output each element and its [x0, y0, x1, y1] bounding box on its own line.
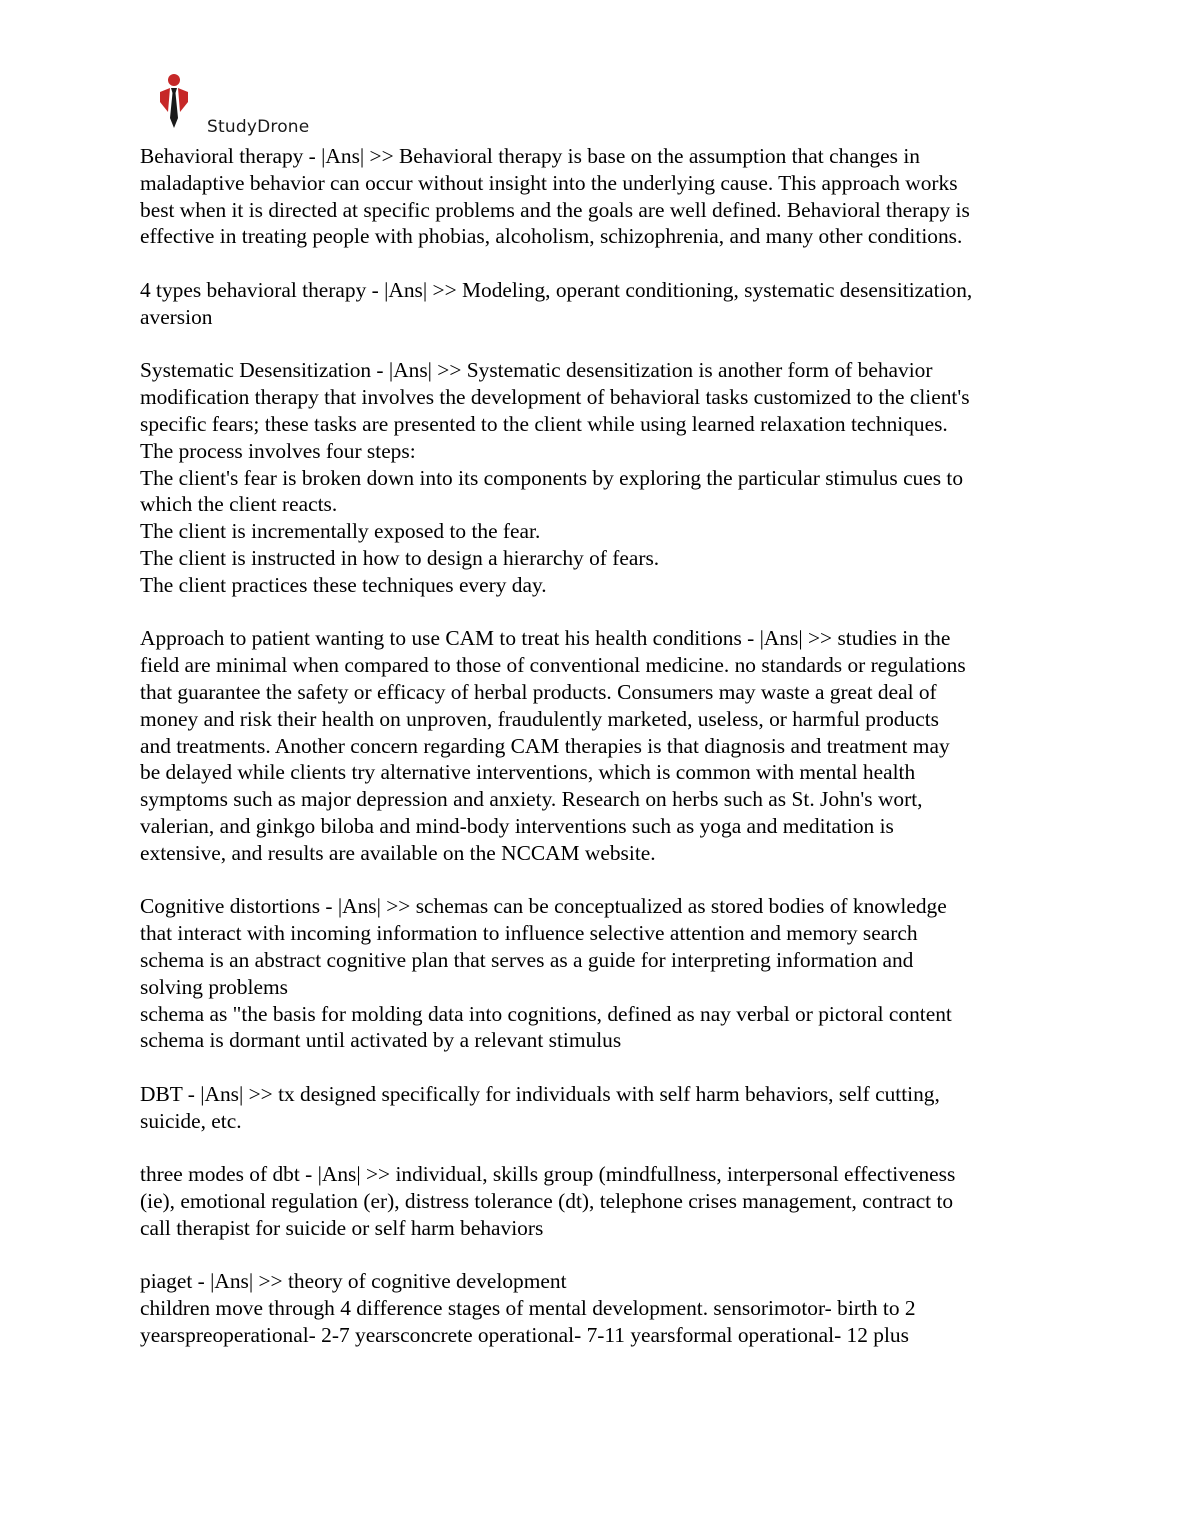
text-line: The client practices these techniques every day. — [140, 572, 547, 597]
text-line: that guarantee the safety or efficacy of herbal products. Consumers may waste a great deal of — [140, 679, 937, 704]
text-line: money and risk their health on unproven, fraudulently marketed, useless, or harmful products — [140, 706, 939, 731]
text-line: DBT - |Ans| >> tx designed specifically for individuals with self harm behaviors, self cutting, — [140, 1081, 940, 1106]
text-line: that interact with incoming information to influence selective attention and memory search — [140, 921, 918, 946]
text-line: three modes of dbt - |Ans| >> individual, skills group (mindfullness, interpersonal effectiveness — [140, 1162, 956, 1187]
text-line: Cognitive distortions - |Ans| >> schemas can be conceptualized as stored bodies of knowledge — [140, 894, 947, 919]
text-line: extensive, and results are available on the NCCAM website. — [140, 840, 656, 865]
paragraph-gap — [140, 331, 1060, 358]
text-line: Approach to patient wanting to use CAM to treat his health conditions - |Ans| >> studies in the — [140, 626, 951, 651]
text-line: be delayed while clients try alternative interventions, which is common with mental health — [140, 760, 916, 785]
text-line: The client is instructed in how to design a hierarchy of fears. — [140, 545, 660, 570]
text-line: schema as "the basis for molding data into cognitions, defined as nay verbal or pictoral content — [140, 1001, 952, 1026]
text-line: symptoms such as major depression and anxiety. Research on herbs such as St. John's wort, — [140, 787, 923, 812]
text-line: best when it is directed at specific problems and the goals are well defined. Behavioral therapy is — [140, 197, 970, 222]
text-line: field are minimal when compared to those of conventional medicine. no standards or regulations — [140, 653, 966, 678]
paragraph-gap — [140, 1134, 1060, 1161]
paragraph-gap — [140, 599, 1060, 626]
necktie-person-icon — [154, 72, 194, 132]
text-line: which the client reacts. — [140, 492, 338, 517]
text-line: and treatments. Another concern regarding CAM therapies is that diagnosis and treatment may — [140, 733, 950, 758]
text-line: maladaptive behavior can occur without insight into the underlying cause. This approach works — [140, 170, 958, 195]
text-line: call therapist for suicide or self harm behaviors — [140, 1215, 544, 1240]
text-line: schema is an abstract cognitive plan that serves as a guide for interpreting information and — [140, 947, 914, 972]
logo-text: StudyDrone — [207, 117, 310, 137]
text-line: modification therapy that involves the development of behavioral tasks customized to the client's — [140, 385, 970, 410]
text-line: Behavioral therapy - |Ans| >> Behavioral therapy is base on the assumption that changes in — [140, 144, 920, 168]
text-line: valerian, and ginkgo biloba and mind-body interventions such as yoga and meditation is — [140, 813, 894, 838]
text-line: The client is incrementally exposed to the fear. — [140, 519, 541, 544]
paragraph-gap — [140, 1242, 1060, 1269]
studydrone-logo — [150, 72, 350, 142]
text-line: aversion — [140, 304, 213, 329]
text-line: yearspreoperational- 2-7 yearsconcrete operational- 7-11 yearsformal operational- 12 plus — [140, 1323, 909, 1348]
text-line: The client's fear is broken down into its components by exploring the particular stimulus cues to — [140, 465, 964, 490]
paragraph-gap — [140, 250, 1060, 277]
paragraph-gap — [140, 1054, 1060, 1081]
text-line: suicide, etc. — [140, 1108, 242, 1133]
text-line: (ie), emotional regulation (er), distress tolerance (dt), telephone crises management, contract to — [140, 1189, 954, 1214]
text-line: effective in treating people with phobias, alcoholism, schizophrenia, and many other conditions. — [140, 224, 963, 249]
text-line: Systematic Desensitization - |Ans| >> Systematic desensitization is another form of behavior — [140, 358, 933, 383]
text-line: piaget - |Ans| >> theory of cognitive development — [140, 1269, 567, 1294]
text-line: The process involves four steps: — [140, 438, 416, 463]
paragraph-gap — [140, 867, 1060, 894]
text-line: specific fears; these tasks are presented to the client while using learned relaxation techniques. — [140, 411, 948, 436]
text-line: 4 types behavioral therapy - |Ans| >> Modeling, operant conditioning, systematic desensitization, — [140, 277, 973, 302]
document-body — [140, 143, 1060, 1349]
text-line: schema is dormant until activated by a relevant stimulus — [140, 1028, 622, 1053]
text-line: solving problems — [140, 974, 288, 999]
text-line: children move through 4 difference stages of mental development. sensorimotor- birth to 2 — [140, 1296, 916, 1321]
